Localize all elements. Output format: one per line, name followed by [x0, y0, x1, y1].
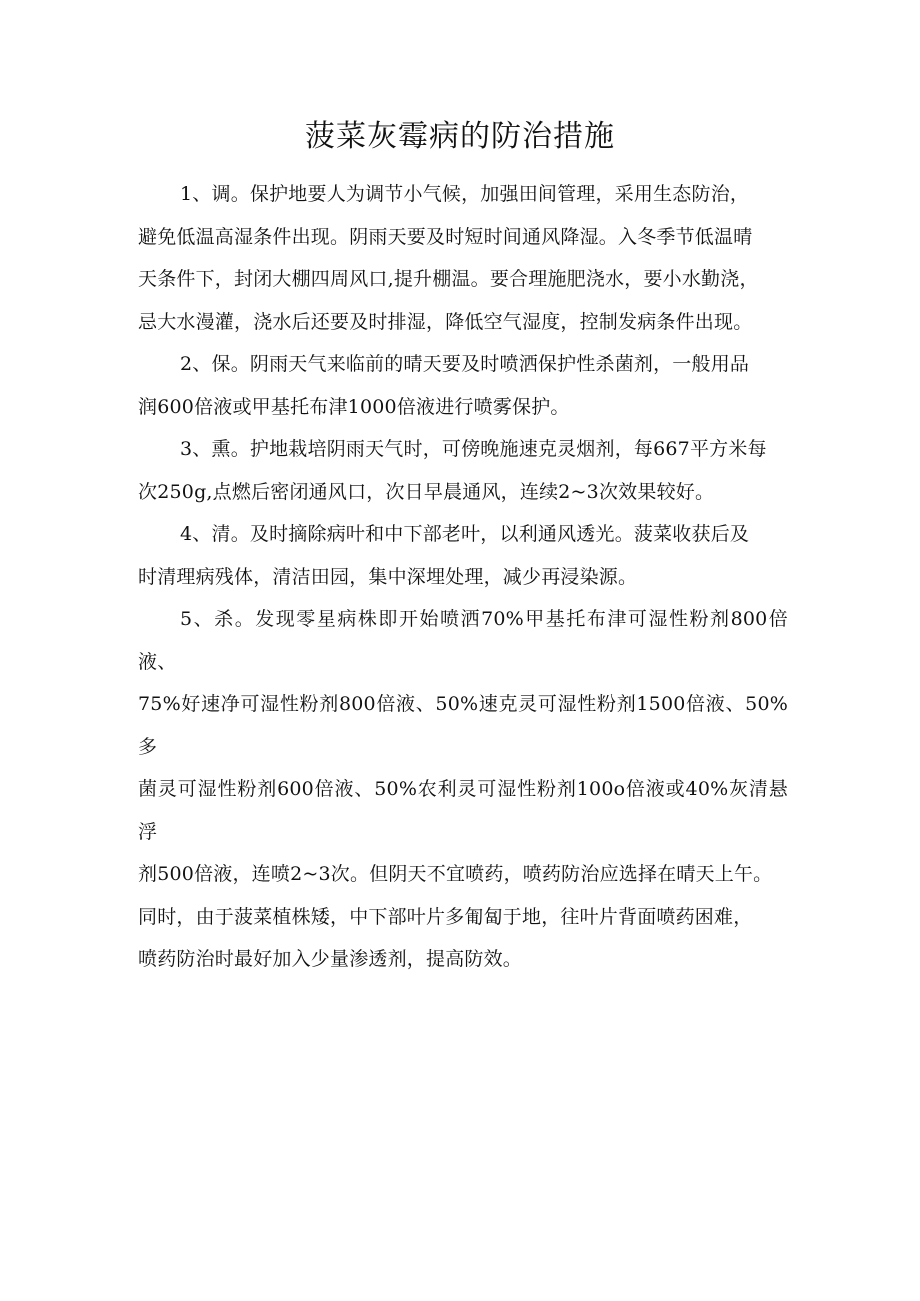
paragraph-line: 喷药防治时最好加入少量渗透剂，提高防效。: [138, 948, 523, 970]
paragraph-line: 同时，由于菠菜植株矮，中下部叶片多匍匐于地，往叶片背面喷药困难，: [138, 905, 753, 928]
paragraph-line: 忌大水漫灌，浇水后还要及时排湿，降低空气湿度，控制发病条件出现。: [138, 310, 753, 333]
paragraph-line: 剂500倍液，连喷2~3次。但阴天不宜喷药，喷药防治应选择在晴天上午。: [138, 863, 773, 885]
paragraph-line: 3、熏。护地栽培阴雨天气时，可傍晚施速克灵烟剂，每667平方米每: [180, 438, 767, 460]
paragraph-line: 次250g,点燃后密闭通风口，次日早晨通风，连续2~3次效果较好。: [138, 480, 715, 503]
paragraph-line: 4、清。及时摘除病叶和中下部老叶，以利通风透光。菠菜收获后及: [180, 523, 750, 545]
paragraph-line: 5、杀。发现零星病株即开始喷洒70%甲基托布津可湿性粉剂800倍液、: [138, 608, 788, 673]
document-body: [138, 173, 788, 981]
paragraph-1-regulate: [138, 173, 788, 343]
paragraph-line: 菌灵可湿性粉剂600倍液、50%农利灵可湿性粉剂100o倍液或40%灰清悬浮: [138, 778, 788, 843]
paragraph-5-kill: [138, 598, 788, 981]
paragraph-line: 时清理病残体，清洁田园，集中深埋处理，减少再浸染源。: [138, 565, 638, 588]
paragraph-3-fumigate: [138, 428, 788, 513]
paragraph-line: 2、保。阴雨天气来临前的晴天要及时喷洒保护性杀菌剂，一般用品: [180, 353, 750, 375]
paragraph-line: 避免低温高湿条件出现。阴雨天要及时短时间通风降湿。入冬季节低温晴: [138, 225, 753, 248]
paragraph-line: 1、调。保护地要人为调节小气候，加强田间管理，采用生态防治，: [180, 183, 750, 205]
paragraph-line: 75%好速净可湿性粉剂800倍液、50%速克灵可湿性粉剂1500倍液、50%多: [138, 693, 788, 758]
paragraph-line: 天条件下，封闭大棚四周风口,提升棚温。要合理施肥浇水，要小水勤浇，: [138, 268, 759, 290]
document-title: 菠菜灰霉病的防治措施: [305, 119, 615, 154]
paragraph-2-protect: [138, 343, 788, 428]
paragraph-line: 润600倍液或甲基托布津1000倍液进行喷雾保护。: [138, 395, 570, 418]
paragraph-4-clear: [138, 513, 788, 598]
